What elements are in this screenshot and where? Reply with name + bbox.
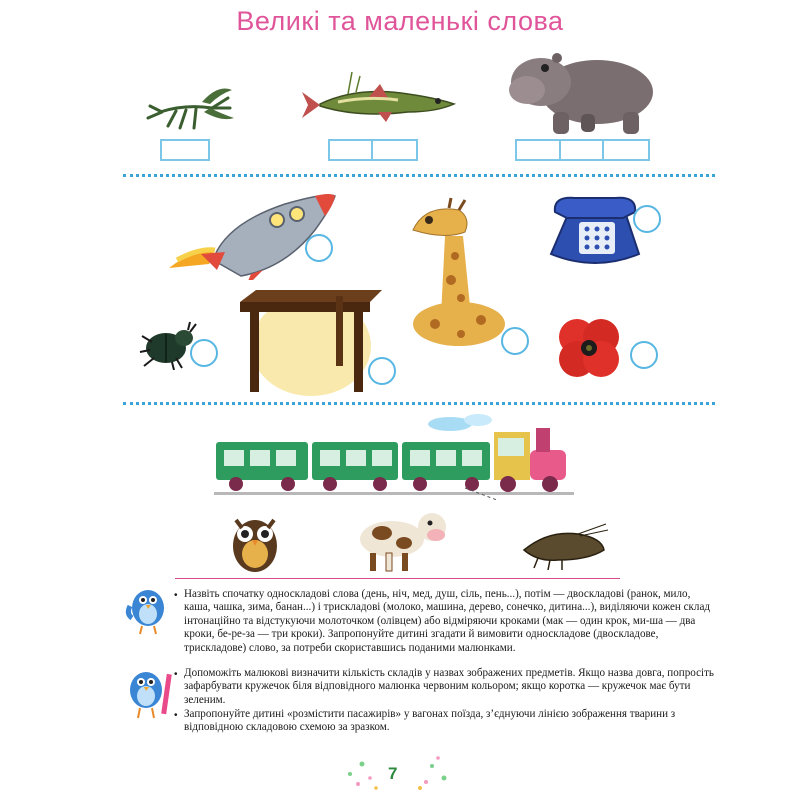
page-number: 7 (388, 764, 398, 783)
beetle-icon (136, 318, 198, 370)
syllable-circle-giraffe[interactable] (501, 327, 529, 355)
instruction-text-2: Допоможіть малюкові визначити кількість складів у назвах зображених предметів. Якщо назва довга, попросіть зафарбувати кружечок біля відповідного малюнка червоним кольором; якщо коротка — кружечок має бути зеленим. (184, 667, 714, 706)
syllable-circle-poppy[interactable] (630, 341, 658, 369)
instruction-paragraph-3 (184, 708, 714, 735)
bullet-2: • (174, 669, 178, 680)
bullet-3: • (174, 710, 178, 721)
train-icon (210, 410, 575, 500)
owl-icon (228, 510, 282, 576)
bird-with-pencil-icon (124, 660, 174, 722)
crayfish-icon (140, 78, 240, 134)
hippo-icon (505, 42, 655, 136)
instruction-paragraph-2 (184, 667, 714, 707)
telephone-icon (545, 192, 645, 282)
instruction-paragraph-1 (184, 588, 714, 655)
instructions-separator (175, 578, 620, 579)
cow-icon (352, 505, 452, 575)
table-icon (236, 286, 386, 398)
page-number-decoration (340, 744, 460, 794)
pike-fish-icon (298, 68, 458, 130)
page-title: Великі та маленькі слова (236, 6, 564, 36)
syllable-box-2[interactable] (328, 139, 418, 161)
bullet-1: • (174, 590, 178, 601)
syllable-circle-rocket[interactable] (305, 234, 333, 262)
divider-2 (123, 402, 715, 405)
bird-icon (124, 578, 174, 638)
syllable-box-1[interactable] (160, 139, 210, 161)
instruction-text-3: Запропонуйте дитині «розмістити пасажирів» у вагонах поїзда, з’єднуючи лінією зображення тварини з відповідною складовою схемою за зразком. (184, 708, 676, 734)
syllable-circle-table[interactable] (368, 357, 396, 385)
instruction-text-1: Назвіть спочатку односкладові слова (день, ніч, мед, душ, сіль, пень...), потім — двоскладові (ранок, мило, каша, чашка, зима, банан...) і трискладові (молоко, машина, дерево, сонечко, дитина...), виділяючи кожен склад інтонаційно та відстукуючи молоточком (олівцем) або відміряючи кроками (мак — один крок, ми-ша — два кроки, бе-ре-за — три кроки). Запропонуйте дитині згадати й вимовити односкладове (двоскладове, трискладове) слово, за потреби скориставшись поданими малюнками. (184, 588, 711, 654)
syllable-circle-beetle[interactable] (190, 339, 218, 367)
syllable-circle-telephone[interactable] (633, 205, 661, 233)
syllable-box-3[interactable] (515, 139, 650, 161)
poppy-icon (555, 315, 625, 381)
divider-1 (123, 174, 715, 177)
shrimp-icon (518, 520, 608, 570)
giraffe-icon (405, 196, 515, 356)
